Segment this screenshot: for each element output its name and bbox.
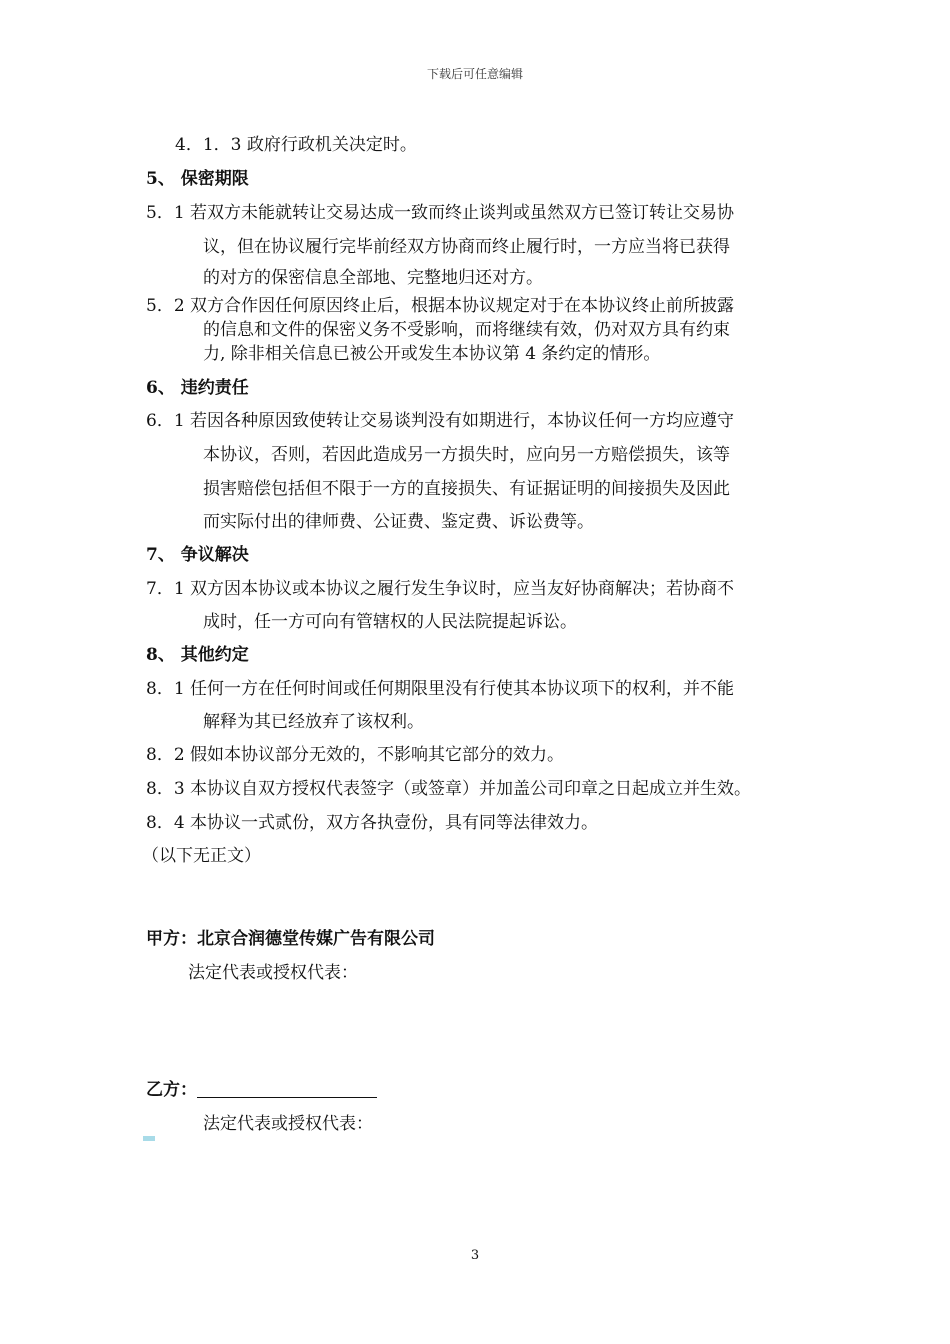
party-b-signature-line [197,1081,377,1098]
section-5-heading: 5、 保密期限 [146,169,249,189]
section-6-heading: 6、 违约责任 [146,378,249,398]
clause-7-1-line-2: 成时，任一方可向有管辖权的人民法院提起诉讼。 [203,612,577,632]
section-7-heading: 7、 争议解决 [146,545,249,565]
page-number: 3 [470,1248,480,1263]
clause-8-1-line-1: 8．1 任何一方在任何时间或任何期限里没有行使其本协议项下的权利，并不能 [146,679,735,699]
clause-8-4: 8．4 本协议一式贰份，双方各执壹份，具有同等法律效力。 [146,813,599,833]
party-b-row [146,1080,377,1100]
clause-6-1-line-2: 本协议，否则，若因此造成另一方损失时，应向另一方赔偿损失，该等 [203,445,730,465]
clause-7-1-line-1: 7．1 双方因本协议或本协议之履行发生争议时，应当友好协商解决；若协商不 [146,579,735,599]
clause-5-1-line-2: 议，但在协议履行完毕前经双方协商而终止履行时，一方应当将已获得 [203,237,730,257]
header-note: 下载后可任意编辑 [426,67,523,81]
party-a-title: 甲方：北京合润德堂传媒广告有限公司 [146,929,435,949]
party-a-rep-label: 法定代表或授权代表： [188,963,358,983]
clause-6-1-line-3: 损害赔偿包括但不限于一方的直接损失、有证据证明的间接损失及因此 [203,479,730,499]
party-b-rep-label: 法定代表或授权代表： [203,1114,373,1134]
end-of-text-note: （以下无正文） [142,846,261,866]
clause-6-1-line-4: 而实际付出的律师费、公证费、鉴定费、诉讼费等。 [203,512,594,532]
highlight-marker [143,1136,155,1141]
clause-5-1-line-1: 5．1 若双方未能就转让交易达成一致而终止谈判或虽然双方已签订转让交易协 [146,203,735,223]
clause-6-1-line-1: 6．1 若因各种原因致使转让交易谈判没有如期进行，本协议任何一方均应遵守 [146,411,735,431]
clause-5-1-line-3: 的对方的保密信息全部地、完整地归还对方。 [203,268,543,288]
clause-5-2-line-1: 5．2 双方合作因任何原因终止后，根据本协议规定对于在本协议终止前所披露 [146,296,735,316]
section-8-heading: 8、 其他约定 [146,645,249,665]
clause-4-1-3: 4．1．3 政府行政机关决定时。 [175,135,417,155]
clause-5-2-line-2: 的信息和文件的保密义务不受影响，而将继续有效，仍对双方具有约束 [203,320,730,340]
party-b-title: 乙方： [146,1080,197,1100]
clause-8-2: 8．2 假如本协议部分无效的，不影响其它部分的效力。 [146,745,565,765]
clause-8-3: 8．3 本协议自双方授权代表签字（或签章）并加盖公司印章之日起成立并生效。 [146,779,752,799]
clause-5-2-line-3: 力, 除非相关信息已被公开或发生本协议第 4 条约定的情形。 [203,344,661,364]
clause-8-1-line-2: 解释为其已经放弃了该权利。 [203,712,424,732]
